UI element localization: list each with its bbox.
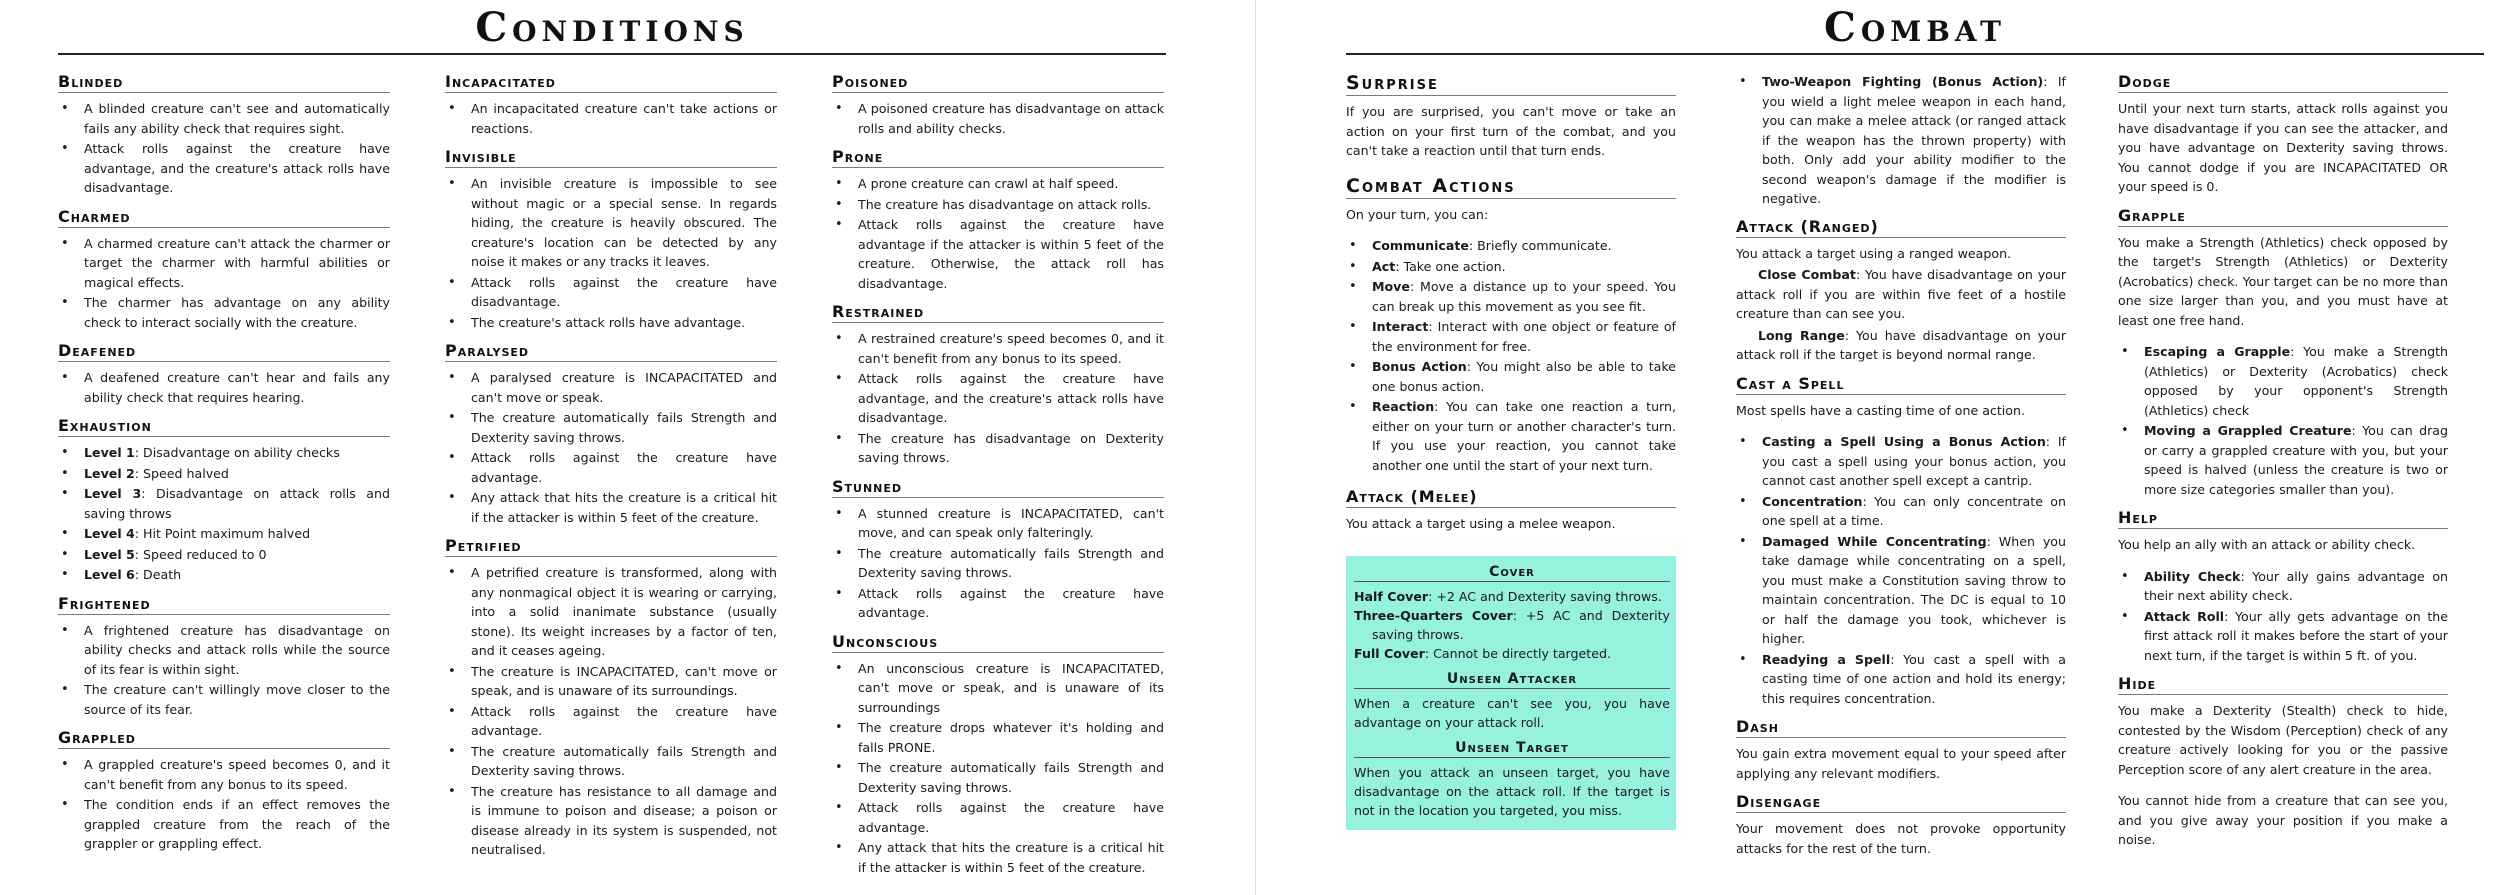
list-item: • A petrified creature is transformed, along with any nonmagical object it is wearing or carrying, into a solid inanimate substance (usually stone). Its weight increases by a factor of ten, and it ceases ageing. bbox=[445, 563, 777, 661]
list-item: • Any attack that hits the creature is a critical hit if the attacker is within 5 feet of the creature. bbox=[832, 838, 1164, 877]
dodge-section bbox=[2118, 72, 2448, 197]
list-item: • Act: Take one action. bbox=[1346, 257, 1676, 277]
page-title: Combat bbox=[1824, 4, 2006, 51]
condition-list bbox=[832, 504, 1164, 623]
condition-section-poisoned bbox=[832, 72, 1164, 138]
half-cover: Half Cover: +2 AC and Dexterity saving throws. bbox=[1354, 588, 1662, 604]
page-gutter bbox=[1255, 0, 1256, 895]
list-item: • A charmed creature can't attack the charmer or target the charmer with harmful abilities or magical effects. bbox=[58, 234, 390, 293]
list-item: • Attack rolls against the creature have advantage, and the creature's attack rolls have disadvantage. bbox=[832, 369, 1164, 428]
list-item: • The creature drops whatever it's holding and falls PRONE. bbox=[832, 718, 1164, 757]
grapple-list bbox=[2118, 342, 2448, 499]
condition-heading: Prone bbox=[832, 147, 1164, 168]
section-text: You gain extra movement equal to your speed after applying any relevant modifiers. bbox=[1736, 746, 2066, 781]
condition-section-stunned bbox=[832, 477, 1164, 623]
combat-actions-list bbox=[1346, 236, 1676, 475]
cover-box bbox=[1346, 556, 1676, 830]
list-item: • Level 5: Speed reduced to 0 bbox=[58, 545, 390, 565]
list-item: • The creature automatically fails Strength and Dexterity saving throws. bbox=[832, 758, 1164, 797]
condition-list bbox=[58, 443, 390, 585]
condition-section-restrained bbox=[832, 302, 1164, 468]
list-item: • A stunned creature is INCAPACITATED, can't move, and can speak only falteringly. bbox=[832, 504, 1164, 543]
list-item: • The condition ends if an effect removes the grappled creature from the reach of the grappler or grappling effect. bbox=[58, 795, 390, 854]
condition-heading: Blinded bbox=[58, 72, 390, 93]
list-item: • A frightened creature has disadvantage on ability checks and attack rolls while the source of its fear is within sight. bbox=[58, 621, 390, 680]
list-item: • The creature automatically fails Strength and Dexterity saving throws. bbox=[832, 544, 1164, 583]
condition-section-unconscious bbox=[832, 632, 1164, 878]
condition-heading: Unconscious bbox=[832, 632, 1164, 653]
condition-heading: Restrained bbox=[832, 302, 1164, 323]
list-item: • Attack rolls against the creature have advantage. bbox=[832, 798, 1164, 837]
surprise-section bbox=[1346, 72, 1676, 161]
list-item: • The creature has resistance to all damage and is immune to poison and disease; a poison or disease already in its system is suspended, not neutralised. bbox=[445, 782, 777, 860]
condition-list bbox=[445, 563, 777, 860]
list-item: • A deafened creature can't hear and fails any ability check that requires hearing. bbox=[58, 368, 390, 407]
list-item: • Concentration: You can only concentrate on one spell at a time. bbox=[1736, 492, 2066, 531]
section-intro: You help an ally with an attack or ability check. bbox=[2118, 537, 2416, 552]
condition-list bbox=[58, 234, 390, 333]
list-item: • Escaping a Grapple: You make a Strength (Athletics) or Dexterity (Acrobatics) check opposed by your opponent's Strength (Athletics) check bbox=[2118, 342, 2448, 420]
condition-heading: Deafened bbox=[58, 341, 390, 362]
cast-spell-section bbox=[1736, 374, 2066, 709]
condition-list bbox=[445, 368, 777, 527]
list-item: • Attack rolls against the creature have advantage. bbox=[445, 702, 777, 741]
condition-heading: Grappled bbox=[58, 728, 390, 749]
close-combat: Close Combat: You have disadvantage on your attack roll if you are within five feet of a hostile creature than can see you. bbox=[1736, 267, 2067, 321]
condition-section-charmed bbox=[58, 207, 390, 333]
section-text: You attack a target using a melee weapon. bbox=[1346, 516, 1616, 531]
list-item: • An unconscious creature is INCAPACITATED, can't move or speak, and is unaware of its surroundings bbox=[832, 659, 1164, 718]
condition-list bbox=[832, 329, 1164, 468]
list-item: • Move: Move a distance up to your speed. You can break up this movement as you see fit. bbox=[1346, 277, 1676, 316]
section-heading: Grapple bbox=[2118, 206, 2448, 227]
condition-heading: Exhaustion bbox=[58, 416, 390, 437]
list-item: • Damaged While Concentrating: When you take damage while concentrating on a spell, you must make a Constitution saving throw to maintain concentration. The DC is equal to 10 or half the damage you took, whichever is higher. bbox=[1736, 532, 2066, 649]
section-heading: Dodge bbox=[2118, 72, 2448, 93]
condition-heading: Stunned bbox=[832, 477, 1164, 498]
condition-heading: Frightened bbox=[58, 594, 390, 615]
section-text: You make a Dexterity (Stealth) check to hide, contested by the Wisdom (Perception) check of any creature actively looking for you or the passive Perception score of any alert creature in the area. bbox=[2118, 703, 2448, 777]
list-item: • Reaction: You can take one reaction a turn, either on your turn or another character's turn. If you use your reaction, you cannot take another one until the start of your next turn. bbox=[1346, 397, 1676, 475]
list-item: • Level 6: Death bbox=[58, 565, 390, 585]
list-item: • Bonus Action: You might also be able to take one bonus action. bbox=[1346, 357, 1676, 396]
attack-melee-section bbox=[1346, 487, 1676, 534]
grapple-section bbox=[2118, 206, 2448, 500]
title-rule bbox=[1346, 53, 2484, 55]
hide-section bbox=[2118, 674, 2448, 850]
list-item: • A grappled creature's speed becomes 0, and it can't benefit from any bonus to its speed. bbox=[58, 755, 390, 794]
section-text: If you are surprised, you can't move or take an action on your first turn of the combat, and you can't take a reaction until that turn ends. bbox=[1346, 104, 1676, 158]
condition-list bbox=[832, 174, 1164, 293]
conditions-column-3 bbox=[832, 72, 1164, 886]
section-heading: Hide bbox=[2118, 674, 2448, 695]
condition-section-deafened bbox=[58, 341, 390, 407]
section-text: Until your next turn starts, attack rolls against you have disadvantage if you can see the attacker, and you have advantage on Dexterity saving throws. You cannot dodge if you are INCAPACITATED OR your speed is 0. bbox=[2118, 101, 2448, 194]
list-item: • Communicate: Briefly communicate. bbox=[1346, 236, 1676, 256]
section-intro: Most spells have a casting time of one action. bbox=[1736, 402, 2025, 418]
list-item: • A poisoned creature has disadvantage on attack rolls and ability checks. bbox=[832, 99, 1164, 138]
condition-heading: Incapacitated bbox=[445, 72, 777, 93]
title-rule bbox=[58, 53, 1166, 55]
list-item: • Any attack that hits the creature is a critical hit if the attacker is within 5 feet of the creature. bbox=[445, 488, 777, 527]
condition-heading: Poisoned bbox=[832, 72, 1164, 93]
condition-section-paralysed bbox=[445, 341, 777, 527]
list-item: • Two-Weapon Fighting (Bonus Action): If you wield a light melee weapon in each hand, you can make a melee attack (or ranged attack if the weapon has the thrown property) with both. Only add your ability modifier to the second weapon's damage if the modifier is negative. bbox=[1736, 72, 2066, 209]
section-text: Your movement does not provoke opportunity attacks for the rest of the turn. bbox=[1736, 821, 2066, 856]
list-item: • The creature automatically fails Strength and Dexterity saving throws. bbox=[445, 408, 777, 447]
list-item: • An invisible creature is impossible to see without magic or a special sense. In regards hiding, the creature is heavily obscured. The creature's location can be detected by any noise it makes or any tracks it leaves. bbox=[445, 174, 777, 272]
three-quarters-cover: Three-Quarters Cover: +5 AC and Dexterity saving throws. bbox=[1354, 607, 1670, 642]
section-heading: Surprise bbox=[1346, 72, 1676, 96]
list-item: • Level 1: Disadvantage on ability checks bbox=[58, 443, 390, 463]
list-item: • Casting a Spell Using a Bonus Action: If you cast a spell using your bonus action, you cannot cast another spell except a cantrip. bbox=[1736, 432, 2066, 491]
unseen-attacker-heading: Unseen Attacker bbox=[1354, 671, 1670, 689]
page-title: Conditions bbox=[475, 4, 749, 51]
long-range: Long Range: You have disadvantage on your attack roll if the target is beyond normal range. bbox=[1736, 327, 2067, 362]
condition-heading: Petrified bbox=[445, 536, 777, 557]
condition-list bbox=[58, 368, 390, 407]
condition-section-incapacitated bbox=[445, 72, 777, 138]
condition-list bbox=[832, 99, 1164, 138]
help-list bbox=[2118, 567, 2448, 666]
list-item: • Level 3: Disadvantage on attack rolls and saving throws bbox=[58, 484, 390, 523]
list-item: • Moving a Grappled Creature: You can drag or carry a grappled creature with you, but your speed is halved (unless the creature is two or more size categories smaller than you). bbox=[2118, 421, 2448, 499]
section-heading: Help bbox=[2118, 508, 2448, 529]
list-item: • Attack rolls against the creature have disadvantage. bbox=[445, 273, 777, 312]
section-text: You cannot hide from a creature that can see you, and you give away your position if you make a noise. bbox=[2118, 793, 2448, 847]
combat-actions-section bbox=[1346, 175, 1676, 476]
two-weapon-list bbox=[1736, 72, 2066, 209]
list-item: • The creature has disadvantage on Dexterity saving throws. bbox=[832, 429, 1164, 468]
condition-list bbox=[832, 659, 1164, 878]
full-cover: Full Cover: Cannot be directly targeted. bbox=[1354, 645, 1611, 661]
list-item: • A paralysed creature is INCAPACITATED and can't move or speak. bbox=[445, 368, 777, 407]
list-item: • Attack Roll: Your ally gets advantage on the first attack roll it makes before the start of your next turn, if the target is within 5 ft. of you. bbox=[2118, 607, 2448, 666]
list-item: • Level 2: Speed halved bbox=[58, 464, 390, 484]
list-item: • The creature automatically fails Strength and Dexterity saving throws. bbox=[445, 742, 777, 781]
section-heading: Dash bbox=[1736, 717, 2066, 738]
section-heading: Disengage bbox=[1736, 792, 2066, 813]
combat-page bbox=[1262, 0, 2500, 895]
section-intro: You attack a target using a ranged weapon. bbox=[1736, 245, 2012, 261]
list-item: • A blinded creature can't see and automatically fails any ability check that requires sight. bbox=[58, 99, 390, 138]
section-intro: You make a Strength (Athletics) check opposed by the target's Strength (Athletics) or Dexterity (Acrobatics) check. Your target can be no more than one size larger than you, and you must have at least one free hand. bbox=[2118, 234, 2448, 328]
dash-section bbox=[1736, 717, 2066, 783]
condition-list bbox=[445, 99, 777, 138]
unseen-attacker-text: When a creature can't see you, you have advantage on your attack roll. bbox=[1354, 695, 1670, 730]
condition-heading: Invisible bbox=[445, 147, 777, 168]
condition-section-grappled bbox=[58, 728, 390, 854]
disengage-section bbox=[1736, 792, 2066, 858]
list-item: • Attack rolls against the creature have advantage, and the creature's attack rolls have disadvantage. bbox=[58, 139, 390, 198]
unseen-target-text: When you attack an unseen target, you have disadvantage on the attack roll. If the target is not in the location you targeted, you miss. bbox=[1354, 764, 1670, 818]
unseen-target-heading: Unseen Target bbox=[1354, 740, 1670, 758]
list-item: • A restrained creature's speed becomes 0, and it can't benefit from any bonus to its speed. bbox=[832, 329, 1164, 368]
list-item: • Readying a Spell: You cast a spell with a casting time of one action and hold its energy; this requires concentration. bbox=[1736, 650, 2066, 709]
condition-list bbox=[58, 755, 390, 854]
condition-list bbox=[58, 99, 390, 198]
condition-list bbox=[58, 621, 390, 720]
list-item: • The creature has disadvantage on attack rolls. bbox=[832, 195, 1164, 215]
cast-spell-list bbox=[1736, 432, 2066, 708]
cover-heading: Cover bbox=[1354, 564, 1670, 582]
section-heading: Attack (Melee) bbox=[1346, 487, 1676, 508]
list-item: • Attack rolls against the creature have advantage. bbox=[832, 584, 1164, 623]
list-item: • The charmer has advantage on any ability check to interact socially with the creature. bbox=[58, 293, 390, 332]
conditions-column-2 bbox=[445, 72, 777, 869]
section-intro: On your turn, you can: bbox=[1346, 206, 1489, 222]
list-item: • Level 4: Hit Point maximum halved bbox=[58, 524, 390, 544]
condition-section-petrified bbox=[445, 536, 777, 860]
combat-column-1 bbox=[1346, 72, 1676, 830]
combat-column-2 bbox=[1736, 72, 2066, 867]
condition-section-exhaustion bbox=[58, 416, 390, 585]
condition-section-invisible bbox=[445, 147, 777, 332]
condition-section-prone bbox=[832, 147, 1164, 293]
section-heading: Attack (Ranged) bbox=[1736, 217, 2066, 238]
attack-ranged-section bbox=[1736, 217, 2066, 365]
list-item: • Ability Check: Your ally gains advantage on their next ability check. bbox=[2118, 567, 2448, 606]
list-item: • Interact: Interact with one object or feature of the environment for free. bbox=[1346, 317, 1676, 356]
condition-section-frightened bbox=[58, 594, 390, 720]
list-item: • The creature's attack rolls have advantage. bbox=[445, 313, 777, 333]
condition-section-blinded bbox=[58, 72, 390, 198]
section-heading: Combat Actions bbox=[1346, 175, 1676, 199]
list-item: • A prone creature can crawl at half speed. bbox=[832, 174, 1164, 194]
combat-column-3 bbox=[2118, 72, 2448, 859]
condition-heading: Paralysed bbox=[445, 341, 777, 362]
list-item: • An incapacitated creature can't take actions or reactions. bbox=[445, 99, 777, 138]
help-section bbox=[2118, 508, 2448, 665]
list-item: • Attack rolls against the creature have advantage if the attacker is within 5 feet of the creature. Otherwise, the attack roll has disadvantage. bbox=[832, 215, 1164, 293]
list-item: • Attack rolls against the creature have advantage. bbox=[445, 448, 777, 487]
condition-heading: Charmed bbox=[58, 207, 390, 228]
list-item: • The creature is INCAPACITATED, can't move or speak, and is unaware of its surroundings. bbox=[445, 662, 777, 701]
list-item: • The creature can't willingly move closer to the source of its fear. bbox=[58, 680, 390, 719]
condition-list bbox=[445, 174, 777, 332]
conditions-column-1 bbox=[58, 72, 390, 863]
section-heading: Cast a Spell bbox=[1736, 374, 2066, 395]
